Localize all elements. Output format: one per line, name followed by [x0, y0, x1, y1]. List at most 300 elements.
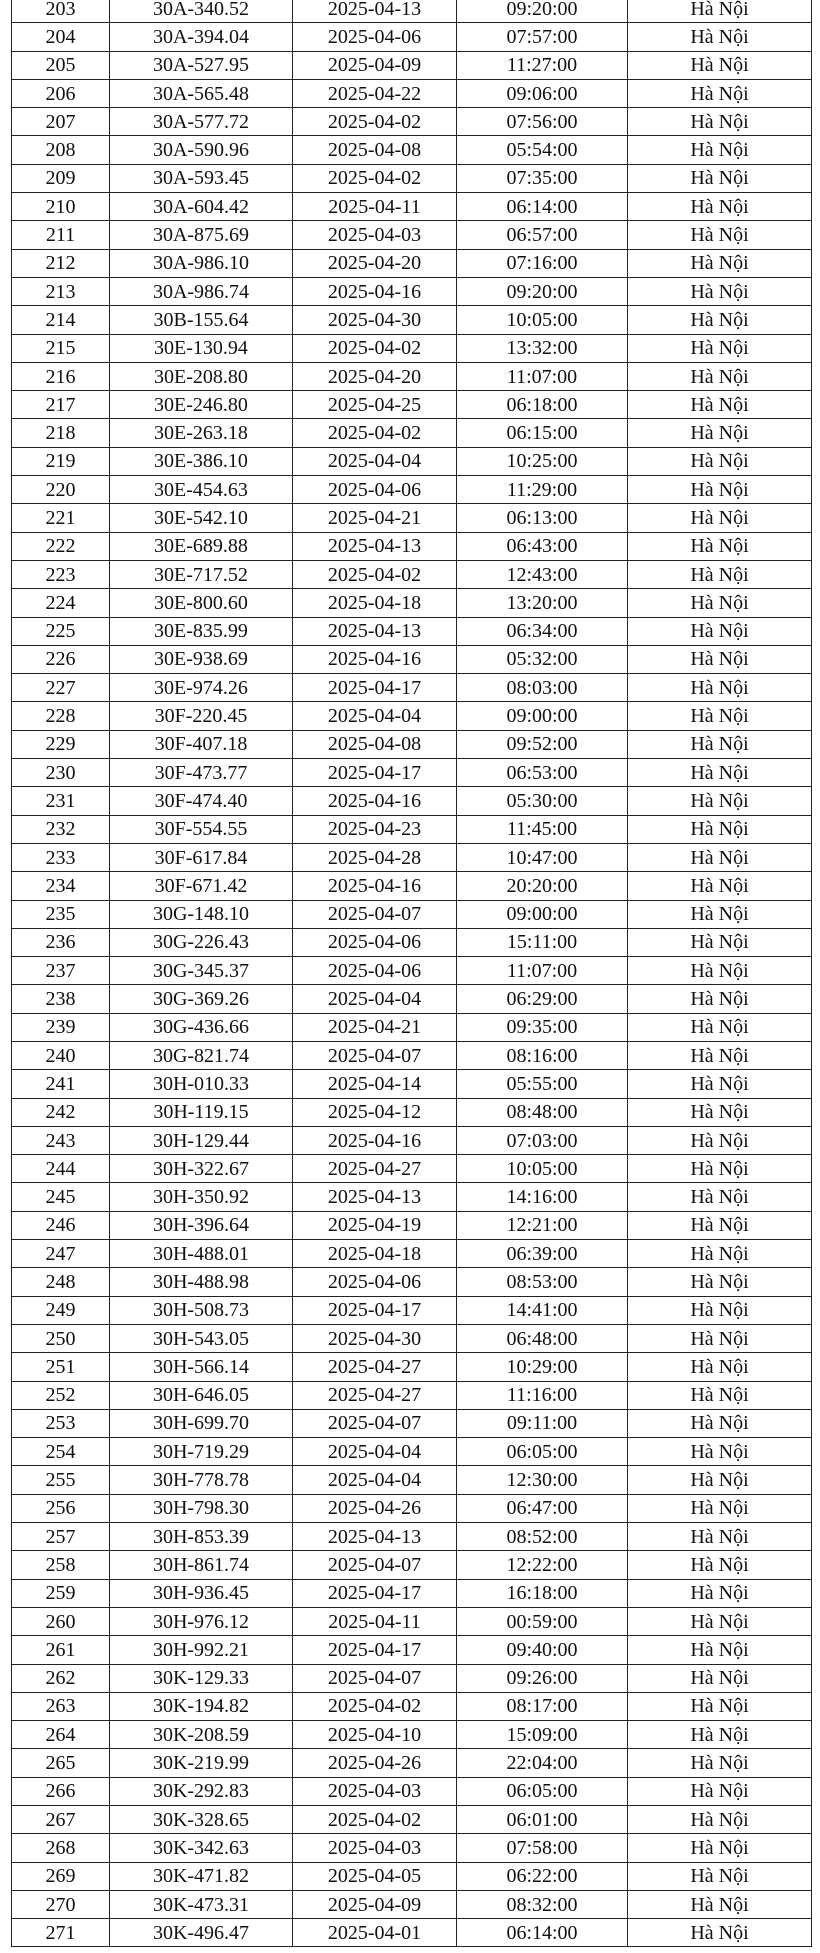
plate-number-cell: 30E-208.80 — [110, 362, 293, 390]
date-cell: 2025-04-02 — [293, 419, 457, 447]
table-row — [12, 985, 812, 1013]
date-cell: 2025-04-17 — [293, 1579, 457, 1607]
date-cell: 2025-04-11 — [293, 1607, 457, 1635]
time-cell: 05:30:00 — [457, 787, 628, 815]
location-cell: Hà Nội — [628, 306, 812, 334]
location-cell: Hà Nội — [628, 702, 812, 730]
location-cell: Hà Nội — [628, 1494, 812, 1522]
location-cell: Hà Nội — [628, 674, 812, 702]
plate-number-cell: 30E-130.94 — [110, 334, 293, 362]
date-cell: 2025-04-06 — [293, 1268, 457, 1296]
row-number-cell: 215 — [12, 334, 110, 362]
plate-number-cell: 30H-010.33 — [110, 1070, 293, 1098]
location-cell: Hà Nội — [628, 759, 812, 787]
time-cell: 00:59:00 — [457, 1607, 628, 1635]
plate-number-cell: 30H-322.67 — [110, 1155, 293, 1183]
time-cell: 15:11:00 — [457, 928, 628, 956]
date-cell: 2025-04-07 — [293, 1664, 457, 1692]
date-cell: 2025-04-09 — [293, 51, 457, 79]
row-number-cell: 267 — [12, 1806, 110, 1834]
plate-number-cell: 30H-543.05 — [110, 1324, 293, 1352]
date-cell: 2025-04-28 — [293, 843, 457, 871]
table-row — [12, 1098, 812, 1126]
time-cell: 11:27:00 — [457, 51, 628, 79]
time-cell: 10:47:00 — [457, 843, 628, 871]
date-cell: 2025-04-21 — [293, 1013, 457, 1041]
row-number-cell: 252 — [12, 1381, 110, 1409]
time-cell: 13:32:00 — [457, 334, 628, 362]
row-number-cell: 204 — [12, 23, 110, 51]
location-cell: Hà Nội — [628, 928, 812, 956]
table-row — [12, 1749, 812, 1777]
date-cell: 2025-04-20 — [293, 362, 457, 390]
row-number-cell: 243 — [12, 1126, 110, 1154]
plate-number-cell: 30G-226.43 — [110, 928, 293, 956]
time-cell: 14:16:00 — [457, 1183, 628, 1211]
plate-number-cell: 30K-292.83 — [110, 1777, 293, 1805]
location-cell: Hà Nội — [628, 1268, 812, 1296]
table-row — [12, 306, 812, 334]
date-cell: 2025-04-04 — [293, 447, 457, 475]
location-cell: Hà Nội — [628, 391, 812, 419]
time-cell: 06:34:00 — [457, 617, 628, 645]
table-row — [12, 815, 812, 843]
date-cell: 2025-04-10 — [293, 1721, 457, 1749]
table-row — [12, 1551, 812, 1579]
time-cell: 05:32:00 — [457, 645, 628, 673]
time-cell: 06:48:00 — [457, 1324, 628, 1352]
plate-number-cell: 30F-474.40 — [110, 787, 293, 815]
date-cell: 2025-04-06 — [293, 476, 457, 504]
location-cell: Hà Nội — [628, 419, 812, 447]
location-cell: Hà Nội — [628, 1890, 812, 1918]
location-cell: Hà Nội — [628, 1296, 812, 1324]
row-number-cell: 232 — [12, 815, 110, 843]
date-cell: 2025-04-19 — [293, 1211, 457, 1239]
location-cell: Hà Nội — [628, 362, 812, 390]
time-cell: 06:05:00 — [457, 1438, 628, 1466]
location-cell: Hà Nội — [628, 51, 812, 79]
time-cell: 11:07:00 — [457, 957, 628, 985]
time-cell: 09:20:00 — [457, 277, 628, 305]
time-cell: 06:14:00 — [457, 1919, 628, 1947]
date-cell: 2025-04-13 — [293, 1523, 457, 1551]
plate-number-cell: 30K-129.33 — [110, 1664, 293, 1692]
time-cell: 09:35:00 — [457, 1013, 628, 1041]
plate-number-cell: 30H-861.74 — [110, 1551, 293, 1579]
plate-number-cell: 30H-778.78 — [110, 1466, 293, 1494]
row-number-cell: 265 — [12, 1749, 110, 1777]
date-cell: 2025-04-06 — [293, 23, 457, 51]
row-number-cell: 244 — [12, 1155, 110, 1183]
time-cell: 07:16:00 — [457, 249, 628, 277]
table-row — [12, 1438, 812, 1466]
row-number-cell: 209 — [12, 164, 110, 192]
date-cell: 2025-04-17 — [293, 674, 457, 702]
table-row — [12, 504, 812, 532]
date-cell: 2025-04-06 — [293, 928, 457, 956]
time-cell: 06:18:00 — [457, 391, 628, 419]
time-cell: 22:04:00 — [457, 1749, 628, 1777]
table-row — [12, 249, 812, 277]
table-row — [12, 51, 812, 79]
row-number-cell: 217 — [12, 391, 110, 419]
row-number-cell: 251 — [12, 1353, 110, 1381]
table-row — [12, 730, 812, 758]
time-cell: 09:52:00 — [457, 730, 628, 758]
date-cell: 2025-04-16 — [293, 787, 457, 815]
date-cell: 2025-04-18 — [293, 1240, 457, 1268]
plate-number-cell: 30G-345.37 — [110, 957, 293, 985]
date-cell: 2025-04-26 — [293, 1749, 457, 1777]
violation-table — [11, 0, 812, 1947]
location-cell: Hà Nội — [628, 1041, 812, 1069]
row-number-cell: 241 — [12, 1070, 110, 1098]
location-cell: Hà Nội — [628, 1438, 812, 1466]
location-cell: Hà Nội — [628, 23, 812, 51]
row-number-cell: 218 — [12, 419, 110, 447]
row-number-cell: 219 — [12, 447, 110, 475]
location-cell: Hà Nội — [628, 872, 812, 900]
row-number-cell: 223 — [12, 560, 110, 588]
table-row — [12, 221, 812, 249]
plate-number-cell: 30H-396.64 — [110, 1211, 293, 1239]
location-cell: Hà Nội — [628, 645, 812, 673]
plate-number-cell: 30K-342.63 — [110, 1834, 293, 1862]
row-number-cell: 248 — [12, 1268, 110, 1296]
plate-number-cell: 30H-350.92 — [110, 1183, 293, 1211]
time-cell: 15:09:00 — [457, 1721, 628, 1749]
location-cell: Hà Nội — [628, 79, 812, 107]
time-cell: 05:55:00 — [457, 1070, 628, 1098]
table-row — [12, 532, 812, 560]
row-number-cell: 239 — [12, 1013, 110, 1041]
time-cell: 06:53:00 — [457, 759, 628, 787]
time-cell: 06:29:00 — [457, 985, 628, 1013]
time-cell: 06:57:00 — [457, 221, 628, 249]
time-cell: 05:54:00 — [457, 136, 628, 164]
date-cell: 2025-04-04 — [293, 1438, 457, 1466]
table-row — [12, 1862, 812, 1890]
table-row — [12, 136, 812, 164]
plate-number-cell: 30H-853.39 — [110, 1523, 293, 1551]
time-cell: 06:47:00 — [457, 1494, 628, 1522]
plate-number-cell: 30K-471.82 — [110, 1862, 293, 1890]
time-cell: 08:03:00 — [457, 674, 628, 702]
time-cell: 08:53:00 — [457, 1268, 628, 1296]
row-number-cell: 208 — [12, 136, 110, 164]
location-cell: Hà Nội — [628, 334, 812, 362]
table-row — [12, 560, 812, 588]
table-row — [12, 1523, 812, 1551]
time-cell: 11:16:00 — [457, 1381, 628, 1409]
time-cell: 12:22:00 — [457, 1551, 628, 1579]
row-number-cell: 221 — [12, 504, 110, 532]
date-cell: 2025-04-02 — [293, 1806, 457, 1834]
table-row — [12, 1211, 812, 1239]
table-row — [12, 362, 812, 390]
date-cell: 2025-04-17 — [293, 759, 457, 787]
table-row — [12, 0, 812, 23]
time-cell: 07:35:00 — [457, 164, 628, 192]
location-cell: Hà Nội — [628, 1240, 812, 1268]
plate-number-cell: 30F-473.77 — [110, 759, 293, 787]
location-cell: Hà Nội — [628, 1013, 812, 1041]
plate-number-cell: 30F-617.84 — [110, 843, 293, 871]
location-cell: Hà Nội — [628, 1721, 812, 1749]
plate-number-cell: 30H-798.30 — [110, 1494, 293, 1522]
table-row — [12, 872, 812, 900]
table-row — [12, 334, 812, 362]
row-number-cell: 254 — [12, 1438, 110, 1466]
location-cell: Hà Nội — [628, 1098, 812, 1126]
plate-number-cell: 30K-473.31 — [110, 1890, 293, 1918]
location-cell: Hà Nội — [628, 843, 812, 871]
date-cell: 2025-04-14 — [293, 1070, 457, 1098]
time-cell: 10:05:00 — [457, 1155, 628, 1183]
table-row — [12, 1466, 812, 1494]
plate-number-cell: 30A-986.74 — [110, 277, 293, 305]
row-number-cell: 206 — [12, 79, 110, 107]
row-number-cell: 266 — [12, 1777, 110, 1805]
plate-number-cell: 30A-986.10 — [110, 249, 293, 277]
time-cell: 12:21:00 — [457, 1211, 628, 1239]
date-cell: 2025-04-16 — [293, 277, 457, 305]
location-cell: Hà Nội — [628, 1353, 812, 1381]
table-row — [12, 1409, 812, 1437]
time-cell: 13:20:00 — [457, 589, 628, 617]
row-number-cell: 256 — [12, 1494, 110, 1522]
date-cell: 2025-04-07 — [293, 1551, 457, 1579]
time-cell: 09:06:00 — [457, 79, 628, 107]
plate-number-cell: 30K-208.59 — [110, 1721, 293, 1749]
table-row — [12, 1070, 812, 1098]
plate-number-cell: 30E-246.80 — [110, 391, 293, 419]
table-row — [12, 787, 812, 815]
plate-number-cell: 30E-263.18 — [110, 419, 293, 447]
date-cell: 2025-04-27 — [293, 1381, 457, 1409]
date-cell: 2025-04-17 — [293, 1636, 457, 1664]
plate-number-cell: 30A-340.52 — [110, 0, 293, 23]
time-cell: 08:32:00 — [457, 1890, 628, 1918]
row-number-cell: 245 — [12, 1183, 110, 1211]
table-row — [12, 1240, 812, 1268]
table-row — [12, 164, 812, 192]
table-row — [12, 1296, 812, 1324]
table-row — [12, 1636, 812, 1664]
table-row — [12, 1126, 812, 1154]
location-cell: Hà Nội — [628, 1607, 812, 1635]
table-row — [12, 1721, 812, 1749]
row-number-cell: 235 — [12, 900, 110, 928]
table-row — [12, 759, 812, 787]
row-number-cell: 271 — [12, 1919, 110, 1947]
row-number-cell: 257 — [12, 1523, 110, 1551]
plate-number-cell: 30H-646.05 — [110, 1381, 293, 1409]
date-cell: 2025-04-08 — [293, 136, 457, 164]
table-row — [12, 419, 812, 447]
table-row — [12, 277, 812, 305]
location-cell: Hà Nội — [628, 277, 812, 305]
plate-number-cell: 30H-488.01 — [110, 1240, 293, 1268]
table-row — [12, 193, 812, 221]
plate-number-cell: 30G-369.26 — [110, 985, 293, 1013]
location-cell: Hà Nội — [628, 221, 812, 249]
date-cell: 2025-04-03 — [293, 221, 457, 249]
location-cell: Hà Nội — [628, 108, 812, 136]
row-number-cell: 214 — [12, 306, 110, 334]
time-cell: 09:00:00 — [457, 702, 628, 730]
plate-number-cell: 30F-671.42 — [110, 872, 293, 900]
plate-number-cell: 30H-508.73 — [110, 1296, 293, 1324]
row-number-cell: 255 — [12, 1466, 110, 1494]
plate-number-cell: 30H-976.12 — [110, 1607, 293, 1635]
date-cell: 2025-04-02 — [293, 334, 457, 362]
location-cell: Hà Nội — [628, 985, 812, 1013]
row-number-cell: 211 — [12, 221, 110, 249]
row-number-cell: 229 — [12, 730, 110, 758]
date-cell: 2025-04-21 — [293, 504, 457, 532]
table-row — [12, 108, 812, 136]
table-row — [12, 843, 812, 871]
time-cell: 12:43:00 — [457, 560, 628, 588]
table-row — [12, 645, 812, 673]
location-cell: Hà Nội — [628, 617, 812, 645]
table-row — [12, 1324, 812, 1352]
plate-number-cell: 30F-407.18 — [110, 730, 293, 758]
plate-number-cell: 30H-992.21 — [110, 1636, 293, 1664]
date-cell: 2025-04-16 — [293, 872, 457, 900]
time-cell: 07:56:00 — [457, 108, 628, 136]
table-row — [12, 447, 812, 475]
date-cell: 2025-04-03 — [293, 1834, 457, 1862]
time-cell: 11:45:00 — [457, 815, 628, 843]
row-number-cell: 260 — [12, 1607, 110, 1635]
time-cell: 09:11:00 — [457, 1409, 628, 1437]
date-cell: 2025-04-01 — [293, 1919, 457, 1947]
location-cell: Hà Nội — [628, 476, 812, 504]
location-cell: Hà Nội — [628, 164, 812, 192]
table-row — [12, 1353, 812, 1381]
date-cell: 2025-04-30 — [293, 306, 457, 334]
plate-number-cell: 30K-328.65 — [110, 1806, 293, 1834]
table-row — [12, 900, 812, 928]
date-cell: 2025-04-16 — [293, 645, 457, 673]
date-cell: 2025-04-08 — [293, 730, 457, 758]
location-cell: Hà Nội — [628, 1523, 812, 1551]
row-number-cell: 234 — [12, 872, 110, 900]
table-row — [12, 1041, 812, 1069]
time-cell: 12:30:00 — [457, 1466, 628, 1494]
time-cell: 06:05:00 — [457, 1777, 628, 1805]
location-cell: Hà Nội — [628, 1324, 812, 1352]
location-cell: Hà Nội — [628, 532, 812, 560]
table-row — [12, 1268, 812, 1296]
row-number-cell: 225 — [12, 617, 110, 645]
date-cell: 2025-04-02 — [293, 560, 457, 588]
row-number-cell: 205 — [12, 51, 110, 79]
date-cell: 2025-04-04 — [293, 1466, 457, 1494]
time-cell: 07:58:00 — [457, 1834, 628, 1862]
row-number-cell: 259 — [12, 1579, 110, 1607]
date-cell: 2025-04-06 — [293, 957, 457, 985]
plate-number-cell: 30E-542.10 — [110, 504, 293, 532]
row-number-cell: 237 — [12, 957, 110, 985]
plate-number-cell: 30E-717.52 — [110, 560, 293, 588]
row-number-cell: 240 — [12, 1041, 110, 1069]
row-number-cell: 233 — [12, 843, 110, 871]
time-cell: 09:20:00 — [457, 0, 628, 23]
plate-number-cell: 30A-590.96 — [110, 136, 293, 164]
table-body — [12, 0, 812, 1947]
plate-number-cell: 30E-835.99 — [110, 617, 293, 645]
row-number-cell: 236 — [12, 928, 110, 956]
time-cell: 10:05:00 — [457, 306, 628, 334]
location-cell: Hà Nội — [628, 1409, 812, 1437]
time-cell: 09:26:00 — [457, 1664, 628, 1692]
location-cell: Hà Nội — [628, 787, 812, 815]
plate-number-cell: 30H-119.15 — [110, 1098, 293, 1126]
row-number-cell: 231 — [12, 787, 110, 815]
plate-number-cell: 30E-974.26 — [110, 674, 293, 702]
location-cell: Hà Nội — [628, 1834, 812, 1862]
time-cell: 11:29:00 — [457, 476, 628, 504]
location-cell: Hà Nội — [628, 1183, 812, 1211]
time-cell: 09:40:00 — [457, 1636, 628, 1664]
date-cell: 2025-04-22 — [293, 79, 457, 107]
time-cell: 06:13:00 — [457, 504, 628, 532]
plate-number-cell: 30H-129.44 — [110, 1126, 293, 1154]
date-cell: 2025-04-02 — [293, 1692, 457, 1720]
plate-number-cell: 30F-554.55 — [110, 815, 293, 843]
date-cell: 2025-04-13 — [293, 1183, 457, 1211]
plate-number-cell: 30F-220.45 — [110, 702, 293, 730]
location-cell: Hà Nội — [628, 1806, 812, 1834]
date-cell: 2025-04-23 — [293, 815, 457, 843]
table-row — [12, 23, 812, 51]
plate-number-cell: 30A-875.69 — [110, 221, 293, 249]
date-cell: 2025-04-03 — [293, 1777, 457, 1805]
table-row — [12, 589, 812, 617]
location-cell: Hà Nội — [628, 730, 812, 758]
table-row — [12, 1777, 812, 1805]
plate-number-cell: 30A-527.95 — [110, 51, 293, 79]
location-cell: Hà Nội — [628, 900, 812, 928]
table-row — [12, 617, 812, 645]
table-row — [12, 674, 812, 702]
date-cell: 2025-04-05 — [293, 1862, 457, 1890]
time-cell: 06:39:00 — [457, 1240, 628, 1268]
location-cell: Hà Nội — [628, 1211, 812, 1239]
location-cell: Hà Nội — [628, 1466, 812, 1494]
time-cell: 06:01:00 — [457, 1806, 628, 1834]
time-cell: 07:03:00 — [457, 1126, 628, 1154]
time-cell: 06:14:00 — [457, 193, 628, 221]
date-cell: 2025-04-13 — [293, 0, 457, 23]
row-number-cell: 203 — [12, 0, 110, 23]
time-cell: 09:00:00 — [457, 900, 628, 928]
table-row — [12, 1806, 812, 1834]
date-cell: 2025-04-07 — [293, 1409, 457, 1437]
row-number-cell: 224 — [12, 589, 110, 617]
row-number-cell: 226 — [12, 645, 110, 673]
row-number-cell: 269 — [12, 1862, 110, 1890]
location-cell: Hà Nội — [628, 1692, 812, 1720]
date-cell: 2025-04-02 — [293, 108, 457, 136]
location-cell: Hà Nội — [628, 0, 812, 23]
location-cell: Hà Nội — [628, 1579, 812, 1607]
date-cell: 2025-04-26 — [293, 1494, 457, 1522]
